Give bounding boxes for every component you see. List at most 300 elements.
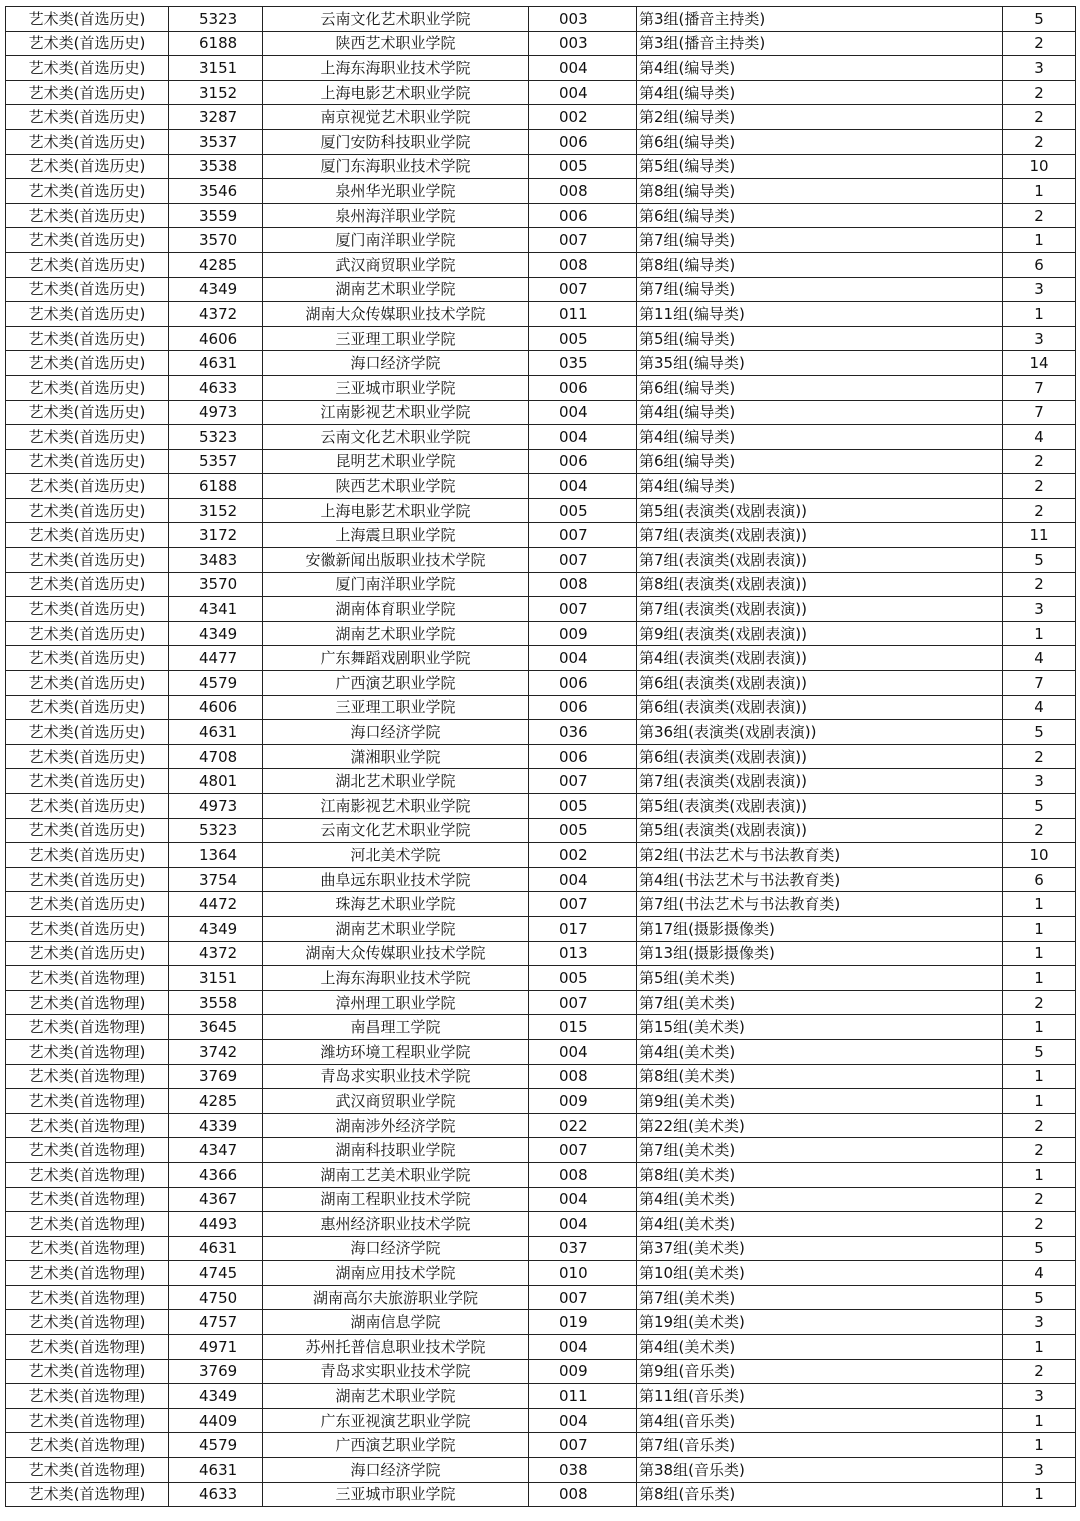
plan-count-cell: 10	[1003, 154, 1076, 179]
group-code-cell: 005	[529, 326, 637, 351]
group-code-cell: 004	[529, 867, 637, 892]
category-cell: 艺术类(首选历史)	[6, 892, 169, 917]
group-code-cell: 002	[529, 843, 637, 868]
group-code-cell: 006	[529, 671, 637, 696]
group-name-cell: 第5组(编导类)	[637, 326, 1003, 351]
group-name-cell: 第5组(编导类)	[637, 154, 1003, 179]
table-row	[6, 1212, 1076, 1237]
school-code-cell: 4801	[169, 769, 263, 794]
group-name-cell: 第2组(书法艺术与书法教育类)	[637, 843, 1003, 868]
category-cell: 艺术类(首选物理)	[6, 1285, 169, 1310]
school-code-cell: 3151	[169, 56, 263, 81]
school-code-cell: 5323	[169, 818, 263, 843]
category-cell: 艺术类(首选历史)	[6, 375, 169, 400]
group-code-cell: 004	[529, 474, 637, 499]
school-code-cell: 4750	[169, 1285, 263, 1310]
plan-count-cell: 1	[1003, 892, 1076, 917]
school-code-cell: 3769	[169, 1064, 263, 1089]
plan-count-cell: 1	[1003, 1408, 1076, 1433]
table-row	[6, 941, 1076, 966]
group-code-cell: 007	[529, 990, 637, 1015]
group-name-cell: 第13组(摄影摄像类)	[637, 941, 1003, 966]
school-code-cell: 4579	[169, 1433, 263, 1458]
group-name-cell: 第9组(表演类(戏剧表演))	[637, 621, 1003, 646]
group-name-cell: 第17组(摄影摄像类)	[637, 916, 1003, 941]
group-code-cell: 007	[529, 1138, 637, 1163]
group-code-cell: 006	[529, 744, 637, 769]
group-code-cell: 007	[529, 548, 637, 573]
category-cell: 艺术类(首选历史)	[6, 277, 169, 302]
table-row	[6, 498, 1076, 523]
table-row	[6, 449, 1076, 474]
plan-count-cell: 2	[1003, 1212, 1076, 1237]
plan-count-cell: 1	[1003, 302, 1076, 327]
school-code-cell: 4341	[169, 597, 263, 622]
group-name-cell: 第4组(美术类)	[637, 1212, 1003, 1237]
table-row	[6, 1285, 1076, 1310]
category-cell: 艺术类(首选历史)	[6, 523, 169, 548]
table-row	[6, 1162, 1076, 1187]
group-name-cell: 第4组(书法艺术与书法教育类)	[637, 867, 1003, 892]
category-cell: 艺术类(首选历史)	[6, 351, 169, 376]
plan-count-cell: 5	[1003, 548, 1076, 573]
school-name-cell: 江南影视艺术职业学院	[263, 794, 529, 819]
school-name-cell: 青岛求实职业技术学院	[263, 1359, 529, 1384]
group-code-cell: 006	[529, 129, 637, 154]
table-row	[6, 1261, 1076, 1286]
group-name-cell: 第8组(美术类)	[637, 1064, 1003, 1089]
group-code-cell: 007	[529, 523, 637, 548]
group-code-cell: 005	[529, 966, 637, 991]
school-name-cell: 南京视觉艺术职业学院	[263, 105, 529, 130]
group-code-cell: 003	[529, 31, 637, 56]
category-cell: 艺术类(首选历史)	[6, 228, 169, 253]
category-cell: 艺术类(首选历史)	[6, 769, 169, 794]
group-code-cell: 007	[529, 277, 637, 302]
group-code-cell: 010	[529, 1261, 637, 1286]
table-row	[6, 375, 1076, 400]
group-code-cell: 037	[529, 1236, 637, 1261]
school-code-cell: 4631	[169, 1458, 263, 1483]
group-name-cell: 第7组(表演类(戏剧表演))	[637, 523, 1003, 548]
school-code-cell: 4372	[169, 941, 263, 966]
table-row	[6, 1384, 1076, 1409]
school-name-cell: 河北美术学院	[263, 843, 529, 868]
table-row	[6, 916, 1076, 941]
school-code-cell: 4372	[169, 302, 263, 327]
school-code-cell: 4349	[169, 916, 263, 941]
school-code-cell: 4493	[169, 1212, 263, 1237]
table-row	[6, 1187, 1076, 1212]
table-row	[6, 351, 1076, 376]
group-code-cell: 007	[529, 1285, 637, 1310]
group-name-cell: 第6组(表演类(戏剧表演))	[637, 671, 1003, 696]
school-name-cell: 陕西艺术职业学院	[263, 474, 529, 499]
school-name-cell: 湖南大众传媒职业技术学院	[263, 302, 529, 327]
table-row	[6, 1408, 1076, 1433]
school-code-cell: 4347	[169, 1138, 263, 1163]
table-row	[6, 1015, 1076, 1040]
table-row	[6, 794, 1076, 819]
category-cell: 艺术类(首选历史)	[6, 621, 169, 646]
school-name-cell: 安徽新闻出版职业技术学院	[263, 548, 529, 573]
group-code-cell: 008	[529, 1162, 637, 1187]
group-name-cell: 第6组(编导类)	[637, 203, 1003, 228]
table-row	[6, 990, 1076, 1015]
group-name-cell: 第4组(美术类)	[637, 1187, 1003, 1212]
plan-count-cell: 2	[1003, 80, 1076, 105]
category-cell: 艺术类(首选历史)	[6, 646, 169, 671]
school-code-cell: 3152	[169, 80, 263, 105]
group-name-cell: 第4组(美术类)	[637, 1039, 1003, 1064]
group-name-cell: 第7组(美术类)	[637, 1285, 1003, 1310]
school-name-cell: 南昌理工学院	[263, 1015, 529, 1040]
table-row	[6, 1113, 1076, 1138]
plan-count-cell: 5	[1003, 720, 1076, 745]
table-row	[6, 818, 1076, 843]
category-cell: 艺术类(首选历史)	[6, 474, 169, 499]
category-cell: 艺术类(首选物理)	[6, 1212, 169, 1237]
school-name-cell: 上海电影艺术职业学院	[263, 498, 529, 523]
school-name-cell: 三亚理工职业学院	[263, 695, 529, 720]
table-row	[6, 769, 1076, 794]
school-code-cell: 4633	[169, 375, 263, 400]
plan-count-cell: 5	[1003, 794, 1076, 819]
category-cell: 艺术类(首选物理)	[6, 1089, 169, 1114]
school-code-cell: 4472	[169, 892, 263, 917]
table-row	[6, 1236, 1076, 1261]
group-name-cell: 第6组(编导类)	[637, 129, 1003, 154]
group-name-cell: 第4组(编导类)	[637, 425, 1003, 450]
group-code-cell: 004	[529, 646, 637, 671]
category-cell: 艺术类(首选物理)	[6, 1482, 169, 1507]
table-row	[6, 1138, 1076, 1163]
group-name-cell: 第8组(表演类(戏剧表演))	[637, 572, 1003, 597]
table-row	[6, 695, 1076, 720]
table-row	[6, 1089, 1076, 1114]
school-code-cell: 3558	[169, 990, 263, 1015]
category-cell: 艺术类(首选历史)	[6, 548, 169, 573]
school-name-cell: 湖南高尔夫旅游职业学院	[263, 1285, 529, 1310]
category-cell: 艺术类(首选历史)	[6, 7, 169, 32]
school-code-cell: 3537	[169, 129, 263, 154]
group-name-cell: 第37组(美术类)	[637, 1236, 1003, 1261]
group-code-cell: 038	[529, 1458, 637, 1483]
group-name-cell: 第7组(编导类)	[637, 277, 1003, 302]
plan-count-cell: 1	[1003, 1162, 1076, 1187]
group-code-cell: 007	[529, 1433, 637, 1458]
school-name-cell: 上海电影艺术职业学院	[263, 80, 529, 105]
school-name-cell: 云南文化艺术职业学院	[263, 818, 529, 843]
group-code-cell: 008	[529, 572, 637, 597]
school-name-cell: 湖南应用技术学院	[263, 1261, 529, 1286]
school-name-cell: 湖北艺术职业学院	[263, 769, 529, 794]
school-code-cell: 1364	[169, 843, 263, 868]
plan-count-cell: 4	[1003, 1261, 1076, 1286]
plan-count-cell: 1	[1003, 916, 1076, 941]
school-code-cell: 4973	[169, 400, 263, 425]
group-code-cell: 005	[529, 154, 637, 179]
school-name-cell: 泉州海洋职业学院	[263, 203, 529, 228]
group-name-cell: 第7组(表演类(戏剧表演))	[637, 597, 1003, 622]
plan-count-cell: 3	[1003, 56, 1076, 81]
plan-count-cell: 1	[1003, 179, 1076, 204]
table-row	[6, 203, 1076, 228]
school-code-cell: 3152	[169, 498, 263, 523]
plan-count-cell: 1	[1003, 1482, 1076, 1507]
school-name-cell: 湖南艺术职业学院	[263, 621, 529, 646]
school-code-cell: 4349	[169, 621, 263, 646]
group-name-cell: 第7组(表演类(戏剧表演))	[637, 769, 1003, 794]
table-row	[6, 302, 1076, 327]
school-name-cell: 湖南工程职业技术学院	[263, 1187, 529, 1212]
table-row	[6, 523, 1076, 548]
group-code-cell: 036	[529, 720, 637, 745]
group-name-cell: 第9组(音乐类)	[637, 1359, 1003, 1384]
table-row	[6, 1064, 1076, 1089]
group-code-cell: 006	[529, 695, 637, 720]
school-name-cell: 三亚理工职业学院	[263, 326, 529, 351]
table-row	[6, 425, 1076, 450]
group-code-cell: 006	[529, 375, 637, 400]
group-code-cell: 009	[529, 1359, 637, 1384]
table-row	[6, 228, 1076, 253]
group-name-cell: 第22组(美术类)	[637, 1113, 1003, 1138]
group-name-cell: 第2组(编导类)	[637, 105, 1003, 130]
school-name-cell: 漳州理工职业学院	[263, 990, 529, 1015]
school-name-cell: 海口经济学院	[263, 1236, 529, 1261]
plan-count-cell: 2	[1003, 474, 1076, 499]
school-name-cell: 海口经济学院	[263, 720, 529, 745]
plan-count-cell: 2	[1003, 1138, 1076, 1163]
school-name-cell: 三亚城市职业学院	[263, 1482, 529, 1507]
category-cell: 艺术类(首选物理)	[6, 1335, 169, 1360]
school-name-cell: 珠海艺术职业学院	[263, 892, 529, 917]
group-name-cell: 第3组(播音主持类)	[637, 31, 1003, 56]
plan-count-cell: 3	[1003, 597, 1076, 622]
table-row	[6, 31, 1076, 56]
group-name-cell: 第5组(表演类(戏剧表演))	[637, 498, 1003, 523]
category-cell: 艺术类(首选物理)	[6, 1384, 169, 1409]
group-name-cell: 第5组(表演类(戏剧表演))	[637, 818, 1003, 843]
category-cell: 艺术类(首选历史)	[6, 56, 169, 81]
group-code-cell: 008	[529, 252, 637, 277]
category-cell: 艺术类(首选历史)	[6, 695, 169, 720]
group-code-cell: 004	[529, 1335, 637, 1360]
school-code-cell: 5323	[169, 7, 263, 32]
category-cell: 艺术类(首选历史)	[6, 843, 169, 868]
category-cell: 艺术类(首选物理)	[6, 1408, 169, 1433]
category-cell: 艺术类(首选历史)	[6, 744, 169, 769]
group-code-cell: 008	[529, 179, 637, 204]
group-name-cell: 第4组(编导类)	[637, 56, 1003, 81]
school-name-cell: 云南文化艺术职业学院	[263, 7, 529, 32]
category-cell: 艺术类(首选物理)	[6, 1064, 169, 1089]
group-code-cell: 007	[529, 228, 637, 253]
category-cell: 艺术类(首选物理)	[6, 1310, 169, 1335]
category-cell: 艺术类(首选物理)	[6, 1261, 169, 1286]
table-row	[6, 252, 1076, 277]
plan-count-cell: 1	[1003, 1064, 1076, 1089]
school-name-cell: 厦门东海职业技术学院	[263, 154, 529, 179]
school-code-cell: 4633	[169, 1482, 263, 1507]
school-code-cell: 4708	[169, 744, 263, 769]
school-code-cell: 5357	[169, 449, 263, 474]
group-code-cell: 004	[529, 400, 637, 425]
table-row	[6, 621, 1076, 646]
category-cell: 艺术类(首选物理)	[6, 1236, 169, 1261]
plan-count-cell: 2	[1003, 818, 1076, 843]
school-code-cell: 4606	[169, 326, 263, 351]
group-name-cell: 第8组(音乐类)	[637, 1482, 1003, 1507]
school-name-cell: 广东亚视演艺职业学院	[263, 1408, 529, 1433]
school-name-cell: 惠州经济职业技术学院	[263, 1212, 529, 1237]
table-row	[6, 326, 1076, 351]
school-code-cell: 3287	[169, 105, 263, 130]
school-code-cell: 4631	[169, 720, 263, 745]
category-cell: 艺术类(首选历史)	[6, 720, 169, 745]
plan-count-cell: 3	[1003, 1310, 1076, 1335]
school-name-cell: 湖南涉外经济学院	[263, 1113, 529, 1138]
group-code-cell: 004	[529, 1039, 637, 1064]
school-code-cell: 6188	[169, 474, 263, 499]
school-code-cell: 4409	[169, 1408, 263, 1433]
group-code-cell: 008	[529, 1064, 637, 1089]
table-row	[6, 671, 1076, 696]
plan-count-cell: 5	[1003, 1285, 1076, 1310]
group-code-cell: 004	[529, 425, 637, 450]
category-cell: 艺术类(首选历史)	[6, 179, 169, 204]
plan-count-cell: 1	[1003, 621, 1076, 646]
school-code-cell: 4366	[169, 1162, 263, 1187]
category-cell: 艺术类(首选物理)	[6, 1039, 169, 1064]
plan-count-cell: 4	[1003, 425, 1076, 450]
plan-count-cell: 2	[1003, 990, 1076, 1015]
group-name-cell: 第36组(表演类(戏剧表演))	[637, 720, 1003, 745]
plan-count-cell: 1	[1003, 1335, 1076, 1360]
group-code-cell: 006	[529, 203, 637, 228]
school-code-cell: 4606	[169, 695, 263, 720]
table-row	[6, 400, 1076, 425]
table-row	[6, 720, 1076, 745]
category-cell: 艺术类(首选历史)	[6, 818, 169, 843]
plan-count-cell: 3	[1003, 277, 1076, 302]
category-cell: 艺术类(首选历史)	[6, 425, 169, 450]
plan-count-cell: 2	[1003, 1187, 1076, 1212]
plan-count-cell: 2	[1003, 449, 1076, 474]
group-code-cell: 004	[529, 80, 637, 105]
table-row	[6, 474, 1076, 499]
table-row	[6, 1335, 1076, 1360]
school-code-cell: 3570	[169, 572, 263, 597]
category-cell: 艺术类(首选物理)	[6, 1138, 169, 1163]
group-name-cell: 第4组(美术类)	[637, 1335, 1003, 1360]
group-code-cell: 009	[529, 621, 637, 646]
group-code-cell: 003	[529, 7, 637, 32]
category-cell: 艺术类(首选历史)	[6, 203, 169, 228]
school-code-cell: 3172	[169, 523, 263, 548]
category-cell: 艺术类(首选历史)	[6, 941, 169, 966]
group-name-cell: 第9组(美术类)	[637, 1089, 1003, 1114]
category-cell: 艺术类(首选历史)	[6, 916, 169, 941]
category-cell: 艺术类(首选历史)	[6, 129, 169, 154]
plan-count-cell: 3	[1003, 1384, 1076, 1409]
group-code-cell: 013	[529, 941, 637, 966]
category-cell: 艺术类(首选历史)	[6, 105, 169, 130]
plan-count-cell: 6	[1003, 867, 1076, 892]
plan-count-cell: 1	[1003, 228, 1076, 253]
school-code-cell: 4477	[169, 646, 263, 671]
plan-count-cell: 1	[1003, 1433, 1076, 1458]
table-row	[6, 966, 1076, 991]
school-name-cell: 湖南艺术职业学院	[263, 1384, 529, 1409]
table-row	[6, 1458, 1076, 1483]
group-code-cell: 007	[529, 769, 637, 794]
group-name-cell: 第19组(美术类)	[637, 1310, 1003, 1335]
group-name-cell: 第3组(播音主持类)	[637, 7, 1003, 32]
plan-count-cell: 1	[1003, 941, 1076, 966]
school-name-cell: 江南影视艺术职业学院	[263, 400, 529, 425]
group-name-cell: 第4组(音乐类)	[637, 1408, 1003, 1433]
school-code-cell: 3570	[169, 228, 263, 253]
table-row	[6, 80, 1076, 105]
plan-count-cell: 3	[1003, 769, 1076, 794]
school-name-cell: 广西演艺职业学院	[263, 1433, 529, 1458]
table-row	[6, 1310, 1076, 1335]
category-cell: 艺术类(首选物理)	[6, 1187, 169, 1212]
group-code-cell: 002	[529, 105, 637, 130]
group-code-cell: 017	[529, 916, 637, 941]
group-code-cell: 005	[529, 818, 637, 843]
table-row	[6, 105, 1076, 130]
plan-count-cell: 2	[1003, 744, 1076, 769]
table-row	[6, 1433, 1076, 1458]
group-name-cell: 第6组(表演类(戏剧表演))	[637, 695, 1003, 720]
school-code-cell: 4339	[169, 1113, 263, 1138]
school-name-cell: 三亚城市职业学院	[263, 375, 529, 400]
school-code-cell: 3538	[169, 154, 263, 179]
school-name-cell: 湖南信息学院	[263, 1310, 529, 1335]
school-code-cell: 4631	[169, 1236, 263, 1261]
category-cell: 艺术类(首选历史)	[6, 867, 169, 892]
group-code-cell: 005	[529, 498, 637, 523]
group-name-cell: 第6组(表演类(戏剧表演))	[637, 744, 1003, 769]
group-name-cell: 第7组(音乐类)	[637, 1433, 1003, 1458]
group-code-cell: 004	[529, 56, 637, 81]
group-name-cell: 第4组(表演类(戏剧表演))	[637, 646, 1003, 671]
school-code-cell: 4745	[169, 1261, 263, 1286]
group-name-cell: 第6组(编导类)	[637, 375, 1003, 400]
school-name-cell: 厦门南洋职业学院	[263, 572, 529, 597]
school-name-cell: 苏州托普信息职业技术学院	[263, 1335, 529, 1360]
school-code-cell: 3151	[169, 966, 263, 991]
category-cell: 艺术类(首选历史)	[6, 154, 169, 179]
category-cell: 艺术类(首选历史)	[6, 326, 169, 351]
plan-count-cell: 5	[1003, 7, 1076, 32]
school-name-cell: 湖南科技职业学院	[263, 1138, 529, 1163]
school-code-cell: 4579	[169, 671, 263, 696]
school-code-cell: 4285	[169, 252, 263, 277]
school-code-cell: 4285	[169, 1089, 263, 1114]
school-name-cell: 曲阜远东职业技术学院	[263, 867, 529, 892]
school-code-cell: 5323	[169, 425, 263, 450]
school-name-cell: 武汉商贸职业学院	[263, 252, 529, 277]
school-name-cell: 昆明艺术职业学院	[263, 449, 529, 474]
school-name-cell: 上海震旦职业学院	[263, 523, 529, 548]
school-code-cell: 3769	[169, 1359, 263, 1384]
table-row	[6, 646, 1076, 671]
plan-count-cell: 14	[1003, 351, 1076, 376]
